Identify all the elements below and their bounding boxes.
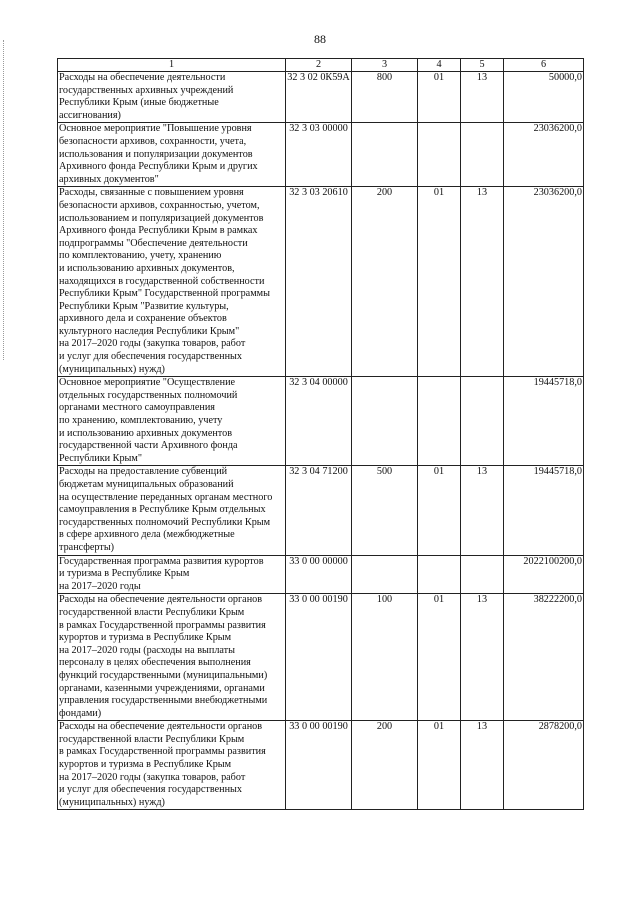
row-expense-type: 100 <box>352 594 418 721</box>
row-section <box>418 123 461 187</box>
row-target-code: 33 0 00 00190 <box>286 594 352 721</box>
table-row <box>58 123 584 187</box>
row-subsection <box>461 123 504 187</box>
row-target-code: 32 3 03 00000 <box>286 123 352 187</box>
row-amount: 19445718,0 <box>504 377 584 466</box>
row-target-code: 33 0 00 00000 <box>286 555 352 594</box>
table-row <box>58 594 584 721</box>
row-amount: 23036200,0 <box>504 187 584 377</box>
header-row <box>58 59 584 72</box>
row-subsection: 13 <box>461 72 504 123</box>
row-expense-type <box>352 555 418 594</box>
row-subsection: 13 <box>461 594 504 721</box>
row-expense-type: 500 <box>352 466 418 555</box>
row-amount: 50000,0 <box>504 72 584 123</box>
row-section: 01 <box>418 187 461 377</box>
row-amount: 19445718,0 <box>504 466 584 555</box>
table-row <box>58 187 584 377</box>
row-target-code: 32 3 03 20610 <box>286 187 352 377</box>
column-header-subsection: 5 <box>461 59 504 72</box>
row-description: Государственная программа развития курортов и туризма в Республике Крым на 2017–2020 годы <box>58 555 286 594</box>
row-expense-type: 800 <box>352 72 418 123</box>
row-amount: 2878200,0 <box>504 721 584 810</box>
table-row <box>58 555 584 594</box>
row-target-code: 32 3 02 0К59А <box>286 72 352 123</box>
row-description: Расходы на предоставление субвенций бюджетам муниципальных образований на осуществление переданных органам местного самоуправления в Республике Крым отдельных государственных полномочий Республики Крым в сфере архивного дела (межбюджетные трансферты) <box>58 466 286 555</box>
row-subsection <box>461 555 504 594</box>
row-description: Расходы на обеспечение деятельности органов государственной власти Республики Крым в рамках Государственной программы развития курортов и туризма в Республике Крым на 2017–2020 годы (расходы на выплаты персоналу в целях обеспечения выполнения функций государственными (муниципальными) органами, казенными учреждениями, органами управления государственными внебюджетными фондами) <box>58 594 286 721</box>
row-expense-type <box>352 377 418 466</box>
table-row <box>58 721 584 810</box>
column-header-expense-type: 3 <box>352 59 418 72</box>
row-subsection: 13 <box>461 721 504 810</box>
row-target-code: 33 0 00 00190 <box>286 721 352 810</box>
row-target-code: 32 3 04 00000 <box>286 377 352 466</box>
row-section: 01 <box>418 466 461 555</box>
row-expense-type <box>352 123 418 187</box>
row-amount: 2022100200,0 <box>504 555 584 594</box>
column-header-name: 1 <box>58 59 286 72</box>
row-section <box>418 555 461 594</box>
row-expense-type: 200 <box>352 187 418 377</box>
row-description: Основное мероприятие "Повышение уровня безопасности архивов, сохранности, учета, использования и популяризации документов Архивного фонда Республики Крым и других архивных документов" <box>58 123 286 187</box>
binding-margin-line <box>3 40 4 360</box>
row-section: 01 <box>418 594 461 721</box>
row-description: Расходы, связанные с повышением уровня безопасности архивов, сохранностью, учетом, использованием и популяризацией документов Архивного фонда Республики Крым в рамках подпрограммы "Обеспечение деятельности по комплектованию, учету, хранению и использованию архивных документов, находящихся в государственной собственности Республики Крым" Государственной программы Республики Крым "Развитие культуры, архивного дела и сохранение объектов культурного наследия Республики Крым" на 2017–2020 годы (закупка товаров, работ и услуг для обеспечения государственных (муниципальных) нужд) <box>58 187 286 377</box>
row-subsection <box>461 377 504 466</box>
page-number: 88 <box>314 32 326 46</box>
table-row <box>58 377 584 466</box>
row-description: Расходы на обеспечение деятельности государственных архивных учреждений Республики Крым (иные бюджетные ассигнования) <box>58 72 286 123</box>
row-subsection: 13 <box>461 466 504 555</box>
row-amount: 38222200,0 <box>504 594 584 721</box>
table-row <box>58 72 584 123</box>
row-description: Основное мероприятие "Осуществление отдельных государственных полномочий органами местного самоуправления по хранению, комплектованию, учету и использованию архивных документов государственной части Архивного фонда Республики Крым" <box>58 377 286 466</box>
row-section: 01 <box>418 721 461 810</box>
row-target-code: 32 3 04 71200 <box>286 466 352 555</box>
column-header-section: 4 <box>418 59 461 72</box>
row-description: Расходы на обеспечение деятельности органов государственной власти Республики Крым в рамках Государственной программы развития курортов и туризма в Республике Крым на 2017–2020 годы (закупка товаров, работ и услуг для обеспечения государственных (муниципальных) нужд) <box>58 721 286 810</box>
budget-table <box>57 58 584 810</box>
column-header-amount: 6 <box>504 59 584 72</box>
row-expense-type: 200 <box>352 721 418 810</box>
table-row <box>58 466 584 555</box>
row-subsection: 13 <box>461 187 504 377</box>
row-section <box>418 377 461 466</box>
row-section: 01 <box>418 72 461 123</box>
column-header-target-code: 2 <box>286 59 352 72</box>
row-amount: 23036200,0 <box>504 123 584 187</box>
